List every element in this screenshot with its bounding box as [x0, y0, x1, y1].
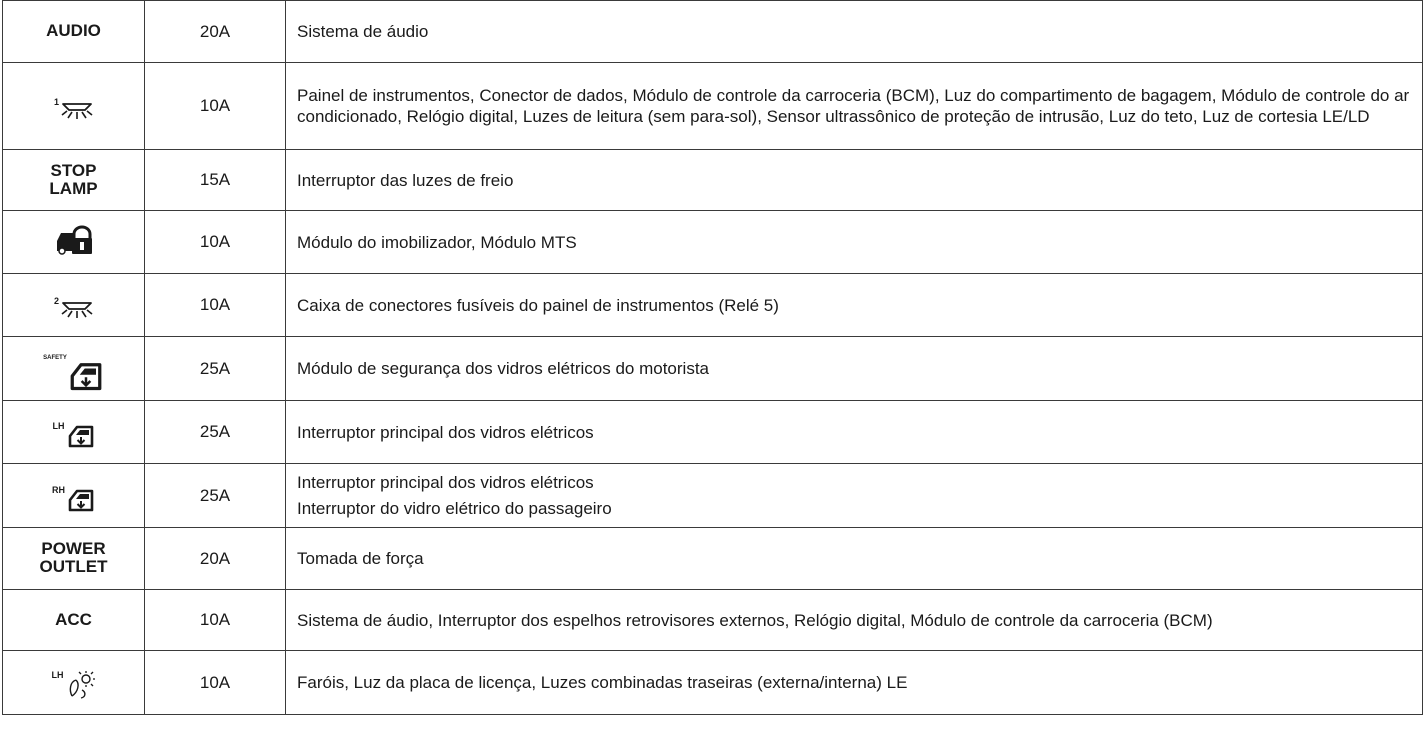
- table-row: [3, 528, 1423, 590]
- fuse-symbol: [52, 670, 96, 700]
- fuse-symbol: [54, 296, 93, 320]
- fuse-symbol-cell: [3, 1, 145, 63]
- fuse-description-line: Interruptor principal dos vidros elétricos: [297, 422, 594, 442]
- fuse-description-line: Módulo do imobilizador, Módulo MTS: [297, 232, 577, 252]
- fuse-description-line: Interruptor principal dos vidros elétricos: [297, 472, 594, 492]
- fuse-symbol-superscript: SAFETY: [43, 355, 67, 361]
- fuse-symbol-superscript: RH: [52, 484, 65, 495]
- table-row: [3, 211, 1423, 274]
- fuse-ampere-cell: 10A: [145, 651, 286, 715]
- fuse-symbol-superscript: 2: [53, 295, 59, 306]
- fuse-description-cell: [286, 528, 1423, 590]
- immobilizer-icon: [55, 225, 93, 255]
- table-row: [3, 464, 1423, 528]
- fuse-symbol-cell: [3, 651, 145, 715]
- fuse-symbol-cell: [3, 401, 145, 464]
- fuse-description-cell: [286, 1, 1423, 63]
- fuse-description-cell: [286, 63, 1423, 150]
- fuse-ampere-cell: 25A: [145, 401, 286, 464]
- fuse-symbol-cell: [3, 211, 145, 274]
- fuse-symbol: [43, 355, 104, 391]
- fuse-symbol-cell: [3, 63, 145, 150]
- fuse-description-line: Módulo de segurança dos vidros elétricos do motorista: [297, 359, 709, 378]
- table-row: [3, 63, 1423, 150]
- fuse-description-cell: [286, 401, 1423, 464]
- fuse-symbol-cell: [3, 590, 145, 651]
- fuse-ampere-cell: 10A: [145, 274, 286, 337]
- fuse-description-cell: [286, 150, 1423, 211]
- fuse-ampere-cell: 15A: [145, 150, 286, 211]
- fuse-symbol-label: POWER OUTLET: [39, 539, 108, 576]
- fuse-symbol-label: AUDIO: [46, 21, 101, 40]
- fuse-symbol: [55, 225, 93, 255]
- fuse-ampere-cell: 10A: [145, 590, 286, 651]
- fuse-symbol-label: STOP LAMP: [49, 160, 98, 198]
- fuse-description-cell: [286, 337, 1423, 401]
- tail-lamp-icon: [66, 670, 96, 700]
- table-row: [3, 651, 1423, 715]
- table-row: [3, 590, 1423, 651]
- fuse-description-line: Tomada de força: [297, 549, 424, 568]
- fuse-description-line: Painel de instrumentos, Conector de dados, Módulo de controle da carroceria (BCM), Luz do compartimento de bagagem, Módulo de controle do ar condicionado, Relógio digital, Luzes de leitura (sem para-sol), Sensor ultrassônico de proteção de intrusão, Luz do teto, Luz de cortesia LE/LD: [297, 86, 1410, 126]
- fuse-description-cell: [286, 590, 1423, 651]
- fuse-description-line: Caixa de conectores fusíveis do painel de instrumentos (Relé 5): [297, 295, 779, 315]
- fuse-ampere-cell: 25A: [145, 464, 286, 528]
- table-row: [3, 150, 1423, 211]
- interior-lamp-icon: [61, 101, 93, 121]
- fuse-description-line: Interruptor das luzes de freio: [297, 170, 514, 190]
- table-row: [3, 401, 1423, 464]
- interior-lamp-icon: [61, 300, 93, 320]
- fuse-description-line: Faróis, Luz da placa de licença, Luzes combinadas traseiras (externa/interna) LE: [297, 673, 908, 692]
- fuse-ampere-cell: 10A: [145, 211, 286, 274]
- fuse-description-line: Interruptor do vidro elétrico do passageiro: [297, 498, 612, 518]
- fuse-symbol: [53, 421, 95, 448]
- table-row: [3, 1, 1423, 63]
- table-row: [3, 274, 1423, 337]
- fuse-ampere-cell: 20A: [145, 528, 286, 590]
- fuse-symbol-cell: [3, 150, 145, 211]
- power-window-icon: [68, 361, 104, 391]
- fuse-description-line: Sistema de áudio, Interruptor dos espelhos retrovisores externos, Relógio digital, Módulo de controle da carroceria (BCM): [297, 610, 1213, 630]
- fuse-description-cell: [286, 211, 1423, 274]
- fuse-description-cell: [286, 274, 1423, 337]
- fuse-symbol-cell: [3, 464, 145, 528]
- fuse-symbol-cell: [3, 528, 145, 590]
- fuse-symbol-superscript: LH: [52, 421, 65, 431]
- fuse-description-line: Sistema de áudio: [297, 22, 429, 41]
- fuse-table: [2, 0, 1423, 715]
- fuse-symbol-cell: [3, 274, 145, 337]
- fuse-symbol: [54, 97, 93, 121]
- fuse-table-body: [3, 1, 1423, 715]
- fuse-description-cell: [286, 464, 1423, 528]
- table-row: [3, 337, 1423, 401]
- fuse-symbol-superscript: 1: [53, 96, 59, 107]
- power-window-icon: [67, 424, 95, 448]
- fuse-symbol: [52, 485, 95, 512]
- fuse-ampere-cell: 25A: [145, 337, 286, 401]
- fuse-description-cell: [286, 651, 1423, 715]
- fuse-symbol-cell: [3, 337, 145, 401]
- fuse-ampere-cell: 10A: [145, 63, 286, 150]
- fuse-symbol-superscript: LH: [51, 670, 64, 680]
- fuse-symbol-label: ACC: [55, 609, 92, 629]
- power-window-icon: [67, 488, 95, 512]
- fuse-ampere-cell: 20A: [145, 1, 286, 63]
